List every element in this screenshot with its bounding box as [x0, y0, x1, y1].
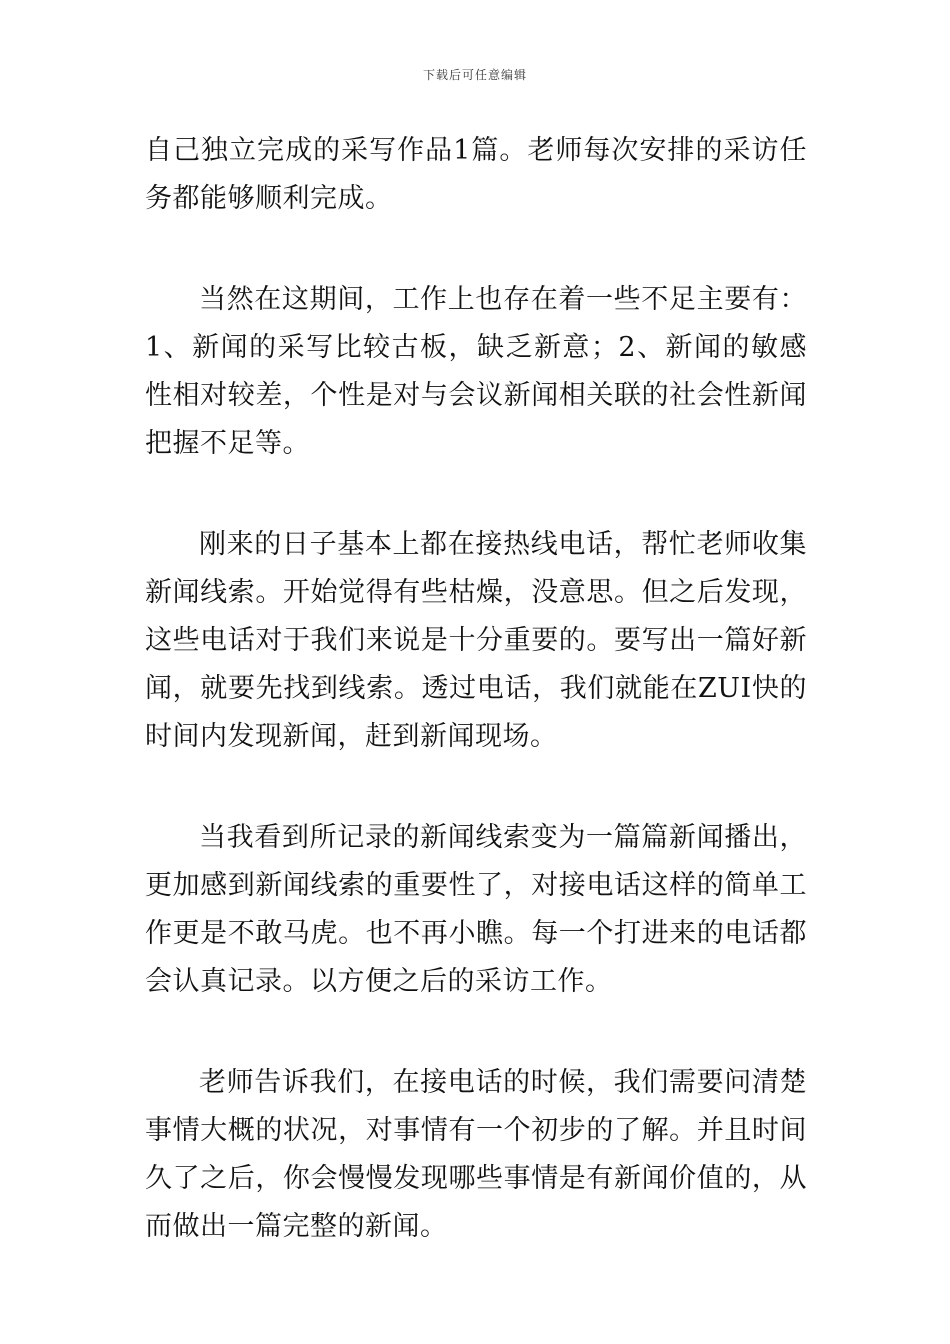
- paragraph-5: 老师告诉我们，在接电话的时候，我们需要问清楚事情大概的状况，对事情有一个初步的了解。并且时间久了之后，你会慢慢发现哪些事情是有新闻价值的，从而做出一篇完整的新闻。: [145, 1067, 807, 1242]
- paragraph-2: 当然在这期间，工作上也存在着一些不足主要有：1、新闻的采写比较古板，缺乏新意；2、新闻的敏感性相对较差，个性是对与会议新闻相关联的社会性新闻把握不足等。: [145, 284, 807, 459]
- page-header-note: 下载后可任意编辑: [422, 68, 527, 82]
- document-body: [145, 127, 807, 1251]
- paragraph-4: 当我看到所记录的新闻线索变为一篇篇新闻播出，更加感到新闻线索的重要性了，对接电话这样的简单工作更是不敢马虎。也不再小瞧。每一个打进来的电话都会认真记录。以方便之后的采访工作。: [145, 822, 807, 997]
- paragraph-1: 自己独立完成的采写作品1篇。老师每次安排的采访任务都能够顺利完成。: [145, 135, 807, 214]
- paragraph-3: 刚来的日子基本上都在接热线电话，帮忙老师收集新闻线索。开始觉得有些枯燥，没意思。但之后发现，这些电话对于我们来说是十分重要的。要写出一篇好新闻，就要先找到线索。透过电话，我们就能在ZUI快的时间内发现新闻，赶到新闻现场。: [145, 529, 807, 752]
